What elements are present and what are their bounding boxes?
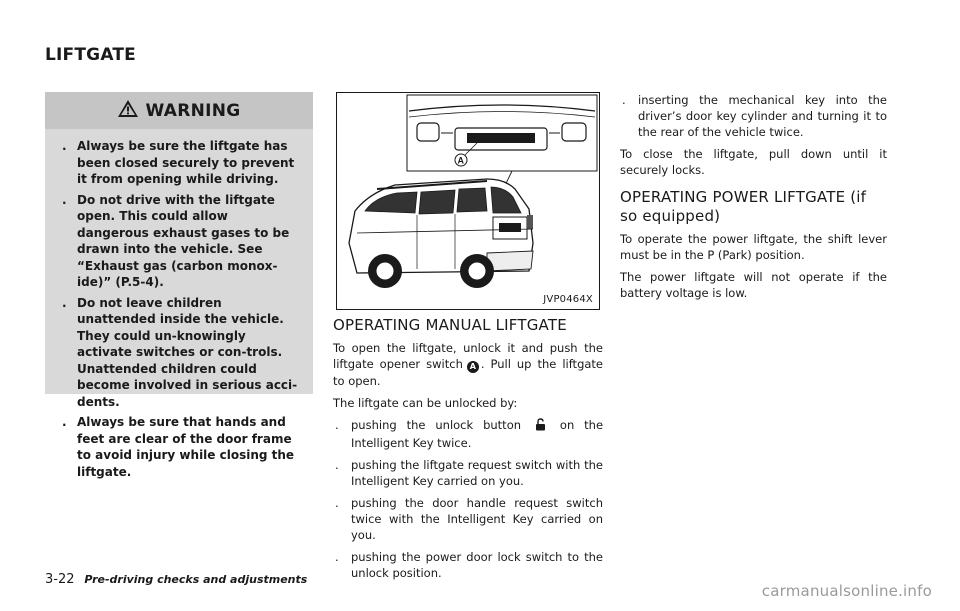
manual-liftgate-section xyxy=(333,316,603,587)
power-liftgate-paragraph-2: The power liftgate will not operate if the battery voltage is low. xyxy=(620,270,887,300)
page-footer xyxy=(45,572,307,587)
warning-item: . Always be sure that hands and feet are clear of the door frame to avoid injury while closing the liftgate. xyxy=(62,415,295,479)
power-liftgate-heading: OPERATING POWER LIFTGATE (if so equipped) xyxy=(620,188,867,225)
list-item: . inserting the mechanical key into the driver’s door key cylinder and turning it to the rear of the vehicle twice. xyxy=(622,93,887,139)
list-item: . pushing the liftgate request switch with the Intelligent Key carried on you. xyxy=(335,458,603,488)
figure-caption: JVP0464X xyxy=(543,294,593,305)
page-number: 3-22 xyxy=(45,572,75,587)
liftgate-illustration xyxy=(336,92,600,310)
unlock-button-icon xyxy=(535,418,546,435)
warning-item: . Do not leave children unattended inside the vehicle. They could un-knowingly activate switches or con-trols. Unattended children could become involved in serious acci-dents. xyxy=(62,295,298,409)
power-liftgate-paragraph-1: To operate the power liftgate, the shift lever must be in the P (Park) position. xyxy=(620,232,887,262)
manual-liftgate-heading: OPERATING MANUAL LIFTGATE xyxy=(333,316,567,334)
manual-open-paragraph: To open the liftgate, unlock it and push the liftgate opener switch A . Pull up the liftgate to open. xyxy=(333,341,603,388)
list-item: . pushing the unlock button on the Intelligent Key twice. xyxy=(335,418,604,450)
unlock-methods-list xyxy=(333,417,603,581)
warning-box xyxy=(45,92,313,479)
list-item: . pushing the door handle request switch twice with the Intelligent Key carried on you. xyxy=(335,496,603,542)
chapter-title: Pre-driving checks and adjustments xyxy=(84,573,308,586)
watermark: carmanualsonline.info xyxy=(761,582,932,600)
warning-item: . Do not drive with the liftgate open. This could allow dangerous exhaust gases to be drawn into the vehicle. See “Exhaust gas (carbon monox-ide)” (P.5-4). xyxy=(62,192,290,289)
suv-rear-drawing xyxy=(337,93,599,309)
warning-label: WARNING xyxy=(145,100,241,121)
callout-a-label: A xyxy=(457,155,464,166)
right-column xyxy=(620,92,887,307)
list-item: . pushing the power door lock switch to the unlock position. xyxy=(335,550,603,580)
unlock-methods-intro: The liftgate can be unlocked by: xyxy=(333,396,518,410)
warning-list xyxy=(45,129,313,480)
close-liftgate-paragraph: To close the liftgate, pull down until it securely locks. xyxy=(620,147,887,177)
warning-triangle-icon xyxy=(117,99,139,122)
page-title: LIFTGATE xyxy=(45,45,136,65)
warning-item: . Always be sure the liftgate has been closed securely to prevent it from opening while driving. xyxy=(62,139,295,186)
callout-a-badge: A xyxy=(467,361,479,373)
unlock-methods-list-continued xyxy=(620,92,887,140)
warning-header xyxy=(45,92,313,129)
